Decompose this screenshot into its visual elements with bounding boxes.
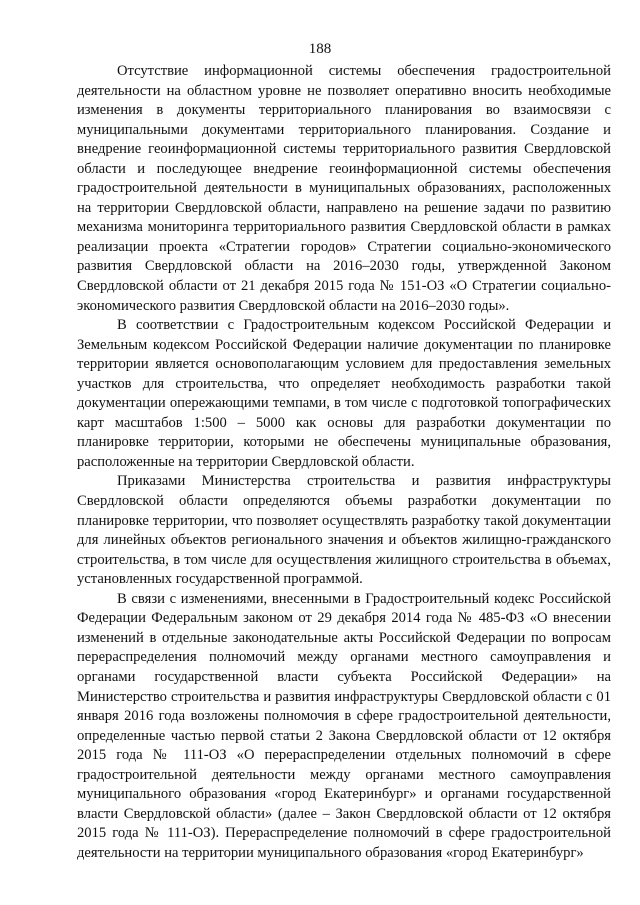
paragraph: Отсутствие информационной системы обеспечения градостроительной деятельности на областном уровне не позволяет оперативно вносить необходимые изменения в документы территориального планирования во взаимосвязи с муниципальными документами территориального планирования. Создание и внедрение геоинформационной системы территориального развития Свердловской области и последующее внедрение геоинформационной системы обеспечения градостроительной деятельности в муниципальных образованиях, расположенных на территории Свердловской области, направлено на решение задачи по развитию механизма мониторинга территориального развития Свердловской области в рамках реализации проекта «Стратегии городов» Стратегии социально-экономического развития Свердловской области на 2016–2030 годы, утвержденной Законом Свердловской области от 21 декабря 2015 года № 151-ОЗ «О Стратегии социально-экономического развития Свердловской области на 2016–2030 годы». <box>77 63 611 314</box>
paragraph: В соответствии с Градостроительным кодексом Российской Федерации и Земельным кодексом Российской Федерации наличие документации по планировке территории является основополагающим условием для предоставления земельных участков для строительства, что определяет необходимость разработки такой документации опережающими темпами, в том числе с подготовкой топографических карт масштабов 1:500 – 5000 как основы для разработки документации по планировке территории, которыми не обеспечены муниципальные образования, расположенные на территории Свердловской области. <box>77 317 611 470</box>
body-text <box>77 62 611 863</box>
page-number: 188 <box>308 41 332 57</box>
paragraph: Приказами Министерства строительства и развития инфраструктуры Свердловской области определяются объемы разработки документации по планировке территории, что позволяет осуществлять разработку такой документации для линейных объектов регионального значения и объектов жилищно-гражданского строительства, в том числе для осуществления жилищного строительства в объемах, установленных государственной программой. <box>77 473 611 588</box>
paragraph: В связи с изменениями, внесенными в Градостроительный кодекс Российской Федерации Федеральным законом от 29 декабря 2014 года № 485-ФЗ «О внесении изменений в отдельные законодательные акты Российской Федерации по вопросам перераспределения полномочий между органами местного самоуправления и органами государственной власти субъекта Российской Федерации» на Министерство строительства и развития инфраструктуры Свердловской области с 01 января 2016 года возложены полномочия в сфере градостроительной деятельности, определенные частью первой статьи 2 Закона Свердловской области от 12 октября 2015 года № 111-ОЗ «О перераспределении отдельных полномочий в сфере градостроительной деятельности между органами местного самоуправления муниципального образования «город Екатеринбург» и органами государственной власти Свердловской области» (далее – Закон Свердловской области от 12 октября 2015 года № 111-ОЗ). Перераспределение полномочий в сфере градостроительной деятельности на территории муниципального образования «город Екатеринбург» <box>77 590 611 861</box>
